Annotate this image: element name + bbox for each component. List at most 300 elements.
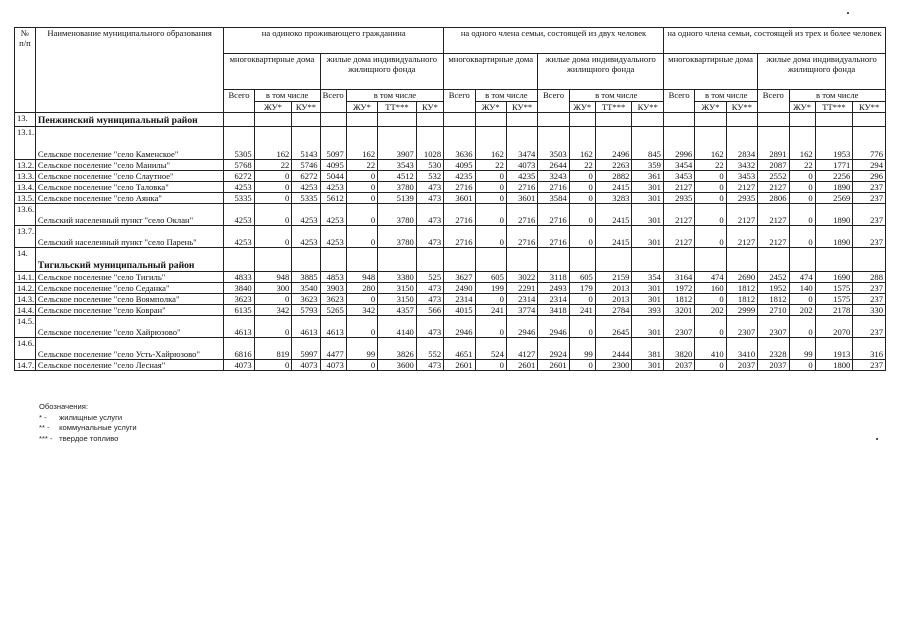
value-cell: 3774 xyxy=(506,305,537,316)
value-cell: 3780 xyxy=(378,204,417,226)
value-cell: 3623 xyxy=(224,294,254,305)
legend-title: Обозначения: xyxy=(39,402,88,411)
value-cell: 2891 xyxy=(758,127,789,160)
settlement-name: Сельское поселение "село Ковран" xyxy=(35,305,223,316)
header-ku: КУ** xyxy=(292,102,320,113)
row-number: 13.2. xyxy=(15,160,36,171)
row-number: 14. xyxy=(15,248,36,272)
value-cell: 2037 xyxy=(758,360,789,371)
table-row xyxy=(15,272,886,283)
value-cell: 2946 xyxy=(444,316,475,338)
value-cell: 99 xyxy=(789,338,815,360)
value-cell: 3410 xyxy=(726,338,757,360)
value-cell: 2601 xyxy=(506,360,537,371)
value-cell: 4235 xyxy=(444,171,475,182)
value-cell: 3584 xyxy=(538,193,569,204)
value-cell: 5997 xyxy=(292,338,320,360)
value-cell: 1690 xyxy=(815,272,853,283)
header-zhu: ЖУ* xyxy=(346,102,377,113)
value-cell: 301 xyxy=(632,316,663,338)
value-cell: 0 xyxy=(475,193,506,204)
row-number: 13.3. xyxy=(15,171,36,182)
value-cell xyxy=(815,248,853,272)
value-cell xyxy=(416,113,443,127)
value-cell: 2999 xyxy=(726,305,757,316)
value-cell: 2178 xyxy=(815,305,853,316)
value-cell: 4651 xyxy=(444,338,475,360)
value-cell xyxy=(506,113,537,127)
value-cell: 0 xyxy=(695,316,726,338)
value-cell: 0 xyxy=(789,193,815,204)
district-row xyxy=(15,113,886,127)
value-cell: 2882 xyxy=(595,171,632,182)
value-cell: 1575 xyxy=(815,294,853,305)
value-cell: 0 xyxy=(789,204,815,226)
legend-text: коммунальные услуги xyxy=(59,423,137,432)
value-cell: 301 xyxy=(632,294,663,305)
value-cell: 2601 xyxy=(538,360,569,371)
legend-mark: * - xyxy=(39,412,47,422)
value-cell: 2314 xyxy=(538,294,569,305)
value-cell: 294 xyxy=(853,160,886,171)
value-cell: 2645 xyxy=(595,316,632,338)
value-cell: 1812 xyxy=(758,294,789,305)
value-cell: 845 xyxy=(632,127,663,160)
value-cell: 525 xyxy=(416,272,443,283)
value-cell: 0 xyxy=(346,182,377,193)
value-cell: 4253 xyxy=(292,182,320,193)
value-cell: 5335 xyxy=(224,193,254,204)
value-cell: 237 xyxy=(853,360,886,371)
value-cell: 5768 xyxy=(224,160,254,171)
value-cell: 776 xyxy=(853,127,886,160)
value-cell xyxy=(254,248,292,272)
value-cell: 4095 xyxy=(320,160,346,171)
legend-mark: ** - xyxy=(39,423,50,432)
value-cell xyxy=(569,248,595,272)
value-cell: 5335 xyxy=(292,193,320,204)
value-cell: 3885 xyxy=(292,272,320,283)
value-cell: 3150 xyxy=(378,283,417,294)
value-cell: 3543 xyxy=(378,160,417,171)
scan-speck xyxy=(876,438,878,440)
value-cell xyxy=(695,248,726,272)
value-cell: 3474 xyxy=(506,127,537,160)
value-cell: 0 xyxy=(254,171,292,182)
value-cell: 2159 xyxy=(595,272,632,283)
value-cell: 2256 xyxy=(815,171,853,182)
value-cell: 3623 xyxy=(320,294,346,305)
header-tt: ТТ*** xyxy=(595,102,632,113)
value-cell xyxy=(444,248,475,272)
value-cell: 1800 xyxy=(815,360,853,371)
value-cell: 948 xyxy=(254,272,292,283)
value-cell: 1771 xyxy=(815,160,853,171)
value-cell: 3454 xyxy=(663,160,694,171)
value-cell: 4853 xyxy=(320,272,346,283)
header-number: № п/п xyxy=(15,28,36,113)
value-cell xyxy=(663,248,694,272)
value-cell: 280 xyxy=(346,283,377,294)
value-cell: 474 xyxy=(789,272,815,283)
value-cell: 4253 xyxy=(320,182,346,193)
value-cell: 162 xyxy=(789,127,815,160)
value-cell: 2806 xyxy=(758,193,789,204)
header-total: Всего xyxy=(320,90,346,113)
value-cell xyxy=(506,248,537,272)
settlement-name: Сельское поселение "село Воямполка" xyxy=(35,294,223,305)
value-cell: 2013 xyxy=(595,294,632,305)
value-cell: 2716 xyxy=(538,226,569,248)
value-cell: 0 xyxy=(789,226,815,248)
header-incl: в том числе xyxy=(695,90,758,102)
value-cell: 2307 xyxy=(758,316,789,338)
value-cell: 2037 xyxy=(663,360,694,371)
value-cell: 1913 xyxy=(815,338,853,360)
value-cell: 3601 xyxy=(444,193,475,204)
value-cell: 5305 xyxy=(224,127,254,160)
value-cell: 566 xyxy=(416,305,443,316)
value-cell: 2415 xyxy=(595,204,632,226)
value-cell: 2314 xyxy=(444,294,475,305)
value-cell: 0 xyxy=(475,226,506,248)
settlement-name: Сельское поселение "село Седанка" xyxy=(35,283,223,294)
header-ku-single: КУ* xyxy=(416,102,443,113)
value-cell: 2013 xyxy=(595,283,632,294)
header-zhu: ЖУ* xyxy=(569,102,595,113)
district-name xyxy=(35,113,223,127)
value-cell: 4073 xyxy=(506,160,537,171)
value-cell xyxy=(789,248,815,272)
value-cell: 410 xyxy=(695,338,726,360)
value-cell: 301 xyxy=(632,204,663,226)
value-cell: 2834 xyxy=(726,127,757,160)
value-cell xyxy=(254,113,292,127)
value-cell: 2552 xyxy=(758,171,789,182)
value-cell: 473 xyxy=(416,360,443,371)
value-cell: 5265 xyxy=(320,305,346,316)
value-cell: 3903 xyxy=(320,283,346,294)
value-cell: 0 xyxy=(346,360,377,371)
value-cell: 4253 xyxy=(292,204,320,226)
value-cell: 1890 xyxy=(815,182,853,193)
table-row xyxy=(15,338,886,360)
value-cell: 2716 xyxy=(538,182,569,193)
value-cell: 2601 xyxy=(444,360,475,371)
value-cell: 3453 xyxy=(663,171,694,182)
value-cell: 5044 xyxy=(320,171,346,182)
value-cell: 1890 xyxy=(815,204,853,226)
header-ku: КУ** xyxy=(853,102,886,113)
value-cell: 4477 xyxy=(320,338,346,360)
value-cell: 99 xyxy=(346,338,377,360)
tariff-table xyxy=(14,27,886,371)
value-cell: 2716 xyxy=(444,226,475,248)
value-cell: 3150 xyxy=(378,294,417,305)
value-cell xyxy=(663,113,694,127)
district-heading: Пенжинский муниципальный район xyxy=(37,115,198,126)
scan-speck xyxy=(847,12,849,14)
value-cell xyxy=(224,248,254,272)
value-cell: 22 xyxy=(254,160,292,171)
value-cell: 0 xyxy=(695,204,726,226)
value-cell: 22 xyxy=(789,160,815,171)
value-cell xyxy=(789,113,815,127)
value-cell: 4073 xyxy=(320,360,346,371)
value-cell: 6272 xyxy=(292,171,320,182)
value-cell: 2127 xyxy=(726,204,757,226)
value-cell: 237 xyxy=(853,193,886,204)
value-cell: 4357 xyxy=(378,305,417,316)
value-cell: 0 xyxy=(254,294,292,305)
value-cell xyxy=(378,113,417,127)
value-cell: 162 xyxy=(475,127,506,160)
table-row xyxy=(15,193,886,204)
header-group-three: на одного члена семьи, состоящей из трех и более человек xyxy=(663,28,885,54)
value-cell: 2716 xyxy=(444,182,475,193)
value-cell: 0 xyxy=(254,226,292,248)
value-cell: 6272 xyxy=(224,171,254,182)
value-cell xyxy=(595,248,632,272)
value-cell: 0 xyxy=(695,182,726,193)
value-cell: 0 xyxy=(254,182,292,193)
header-ku: КУ** xyxy=(726,102,757,113)
value-cell: 4095 xyxy=(444,160,475,171)
value-cell: 359 xyxy=(632,160,663,171)
header-zhu: ЖУ* xyxy=(695,102,726,113)
value-cell: 2569 xyxy=(815,193,853,204)
value-cell: 2444 xyxy=(595,338,632,360)
settlement-name: Сельское поселение "село Лесная" xyxy=(35,360,223,371)
header-total: Всего xyxy=(538,90,569,113)
row-number: 13.1. xyxy=(15,127,36,160)
row-number: 13.5. xyxy=(15,193,36,204)
row-number: 14.3. xyxy=(15,294,36,305)
value-cell: 6816 xyxy=(224,338,254,360)
value-cell: 202 xyxy=(789,305,815,316)
settlement-name: Сельское поселение "село Аянка" xyxy=(35,193,223,204)
value-cell: 1812 xyxy=(726,283,757,294)
value-cell xyxy=(632,113,663,127)
legend-text: жилищные услуги xyxy=(59,412,123,422)
row-number: 14.4. xyxy=(15,305,36,316)
value-cell: 473 xyxy=(416,294,443,305)
value-cell: 3820 xyxy=(663,338,694,360)
value-cell: 237 xyxy=(853,182,886,193)
value-cell: 4253 xyxy=(292,226,320,248)
value-cell: 0 xyxy=(254,204,292,226)
row-number: 13.7. xyxy=(15,226,36,248)
settlement-name: Сельское поселение "село Каменское" xyxy=(35,127,223,160)
header-individual-3: жилые дома индивидуального жилищного фонда xyxy=(758,54,886,90)
value-cell: 1812 xyxy=(663,294,694,305)
value-cell xyxy=(595,113,632,127)
header-individual-2: жилые дома индивидуального жилищного фонда xyxy=(538,54,664,90)
value-cell: 2946 xyxy=(538,316,569,338)
value-cell: 237 xyxy=(853,204,886,226)
value-cell: 1953 xyxy=(815,127,853,160)
value-cell xyxy=(320,248,346,272)
value-cell: 4253 xyxy=(224,204,254,226)
value-cell: 2716 xyxy=(444,204,475,226)
value-cell: 0 xyxy=(475,360,506,371)
value-cell: 0 xyxy=(254,316,292,338)
value-cell: 948 xyxy=(346,272,377,283)
value-cell: 3283 xyxy=(595,193,632,204)
value-cell: 532 xyxy=(416,171,443,182)
legend-text: твердое топливо xyxy=(59,433,119,443)
value-cell: 0 xyxy=(346,316,377,338)
value-cell: 3201 xyxy=(663,305,694,316)
value-cell: 301 xyxy=(632,283,663,294)
header-total: Всего xyxy=(663,90,694,113)
value-cell: 301 xyxy=(632,226,663,248)
value-cell: 2690 xyxy=(726,272,757,283)
value-cell: 2716 xyxy=(506,182,537,193)
value-cell: 473 xyxy=(416,283,443,294)
value-cell: 2996 xyxy=(663,127,694,160)
table-row xyxy=(15,171,886,182)
value-cell: 162 xyxy=(569,127,595,160)
value-cell: 3380 xyxy=(378,272,417,283)
header-individual-1: жилые дома индивидуального жилищного фонда xyxy=(320,54,444,90)
value-cell xyxy=(853,248,886,272)
value-cell: 3540 xyxy=(292,283,320,294)
value-cell: 2644 xyxy=(538,160,569,171)
value-cell: 2490 xyxy=(444,283,475,294)
value-cell: 2070 xyxy=(815,316,853,338)
value-cell: 342 xyxy=(254,305,292,316)
value-cell: 316 xyxy=(853,338,886,360)
value-cell: 4253 xyxy=(320,204,346,226)
value-cell: 5139 xyxy=(378,193,417,204)
value-cell: 2127 xyxy=(663,204,694,226)
value-cell: 3601 xyxy=(506,193,537,204)
value-cell xyxy=(726,248,757,272)
table-row xyxy=(15,283,886,294)
value-cell: 0 xyxy=(569,193,595,204)
row-number: 13.4. xyxy=(15,182,36,193)
value-cell: 301 xyxy=(632,182,663,193)
value-cell: 0 xyxy=(695,294,726,305)
row-number: 13. xyxy=(15,113,36,127)
value-cell: 4073 xyxy=(292,360,320,371)
value-cell: 3600 xyxy=(378,360,417,371)
value-cell: 237 xyxy=(853,316,886,338)
value-cell: 179 xyxy=(569,283,595,294)
value-cell: 0 xyxy=(475,171,506,182)
value-cell: 0 xyxy=(254,193,292,204)
value-cell: 3503 xyxy=(538,127,569,160)
value-cell: 3780 xyxy=(378,226,417,248)
header-incl: в том числе xyxy=(569,90,663,102)
value-cell: 2493 xyxy=(538,283,569,294)
settlement-name: Сельский населенный пункт "село Оклан" xyxy=(35,204,223,226)
table-row xyxy=(15,360,886,371)
district-row xyxy=(15,248,886,272)
value-cell: 0 xyxy=(475,204,506,226)
value-cell xyxy=(853,113,886,127)
header-tt: ТТ*** xyxy=(378,102,417,113)
value-cell: 202 xyxy=(695,305,726,316)
value-cell: 1890 xyxy=(815,226,853,248)
value-cell: 6135 xyxy=(224,305,254,316)
table-row xyxy=(15,226,886,248)
value-cell: 605 xyxy=(475,272,506,283)
settlement-name: Сельское поселение "село Манилы" xyxy=(35,160,223,171)
value-cell: 3840 xyxy=(224,283,254,294)
value-cell: 342 xyxy=(346,305,377,316)
value-cell: 4073 xyxy=(224,360,254,371)
value-cell: 4613 xyxy=(224,316,254,338)
value-cell: 2716 xyxy=(506,226,537,248)
header-group-single: на одиноко проживающего гражданина xyxy=(224,28,444,54)
value-cell xyxy=(538,248,569,272)
value-cell: 162 xyxy=(695,127,726,160)
row-number: 14.2. xyxy=(15,283,36,294)
settlement-name: Сельский населенный пункт "село Парень" xyxy=(35,226,223,248)
header-incl: в том числе xyxy=(346,90,443,102)
value-cell: 3118 xyxy=(538,272,569,283)
value-cell: 237 xyxy=(853,294,886,305)
value-cell: 3826 xyxy=(378,338,417,360)
value-cell xyxy=(416,248,443,272)
value-cell: 361 xyxy=(632,171,663,182)
value-cell: 4235 xyxy=(506,171,537,182)
header-total: Всего xyxy=(758,90,789,113)
value-cell: 330 xyxy=(853,305,886,316)
value-cell: 473 xyxy=(416,193,443,204)
value-cell: 0 xyxy=(475,294,506,305)
value-cell: 605 xyxy=(569,272,595,283)
value-cell: 381 xyxy=(632,338,663,360)
value-cell xyxy=(569,113,595,127)
value-cell: 22 xyxy=(695,160,726,171)
value-cell: 3418 xyxy=(538,305,569,316)
value-cell: 2716 xyxy=(506,204,537,226)
value-cell: 1812 xyxy=(726,294,757,305)
value-cell: 2127 xyxy=(758,204,789,226)
row-number: 14.1. xyxy=(15,272,36,283)
value-cell: 301 xyxy=(632,193,663,204)
header-name: Наименование муниципального образования xyxy=(35,28,223,113)
table-row xyxy=(15,182,886,193)
value-cell: 0 xyxy=(569,171,595,182)
value-cell: 162 xyxy=(254,127,292,160)
value-cell xyxy=(726,113,757,127)
value-cell: 2087 xyxy=(758,160,789,171)
value-cell: 5746 xyxy=(292,160,320,171)
settlement-name: Сельское поселение "село Тигиль" xyxy=(35,272,223,283)
value-cell: 5143 xyxy=(292,127,320,160)
header-tt: ТТ*** xyxy=(815,102,853,113)
header-apartment-2: многоквартирные дома xyxy=(444,54,538,90)
value-cell: 0 xyxy=(695,171,726,182)
value-cell: 3453 xyxy=(726,171,757,182)
value-cell: 3164 xyxy=(663,272,694,283)
value-cell: 2710 xyxy=(758,305,789,316)
value-cell: 2127 xyxy=(758,226,789,248)
row-number: 14.6. xyxy=(15,338,36,360)
value-cell: 3907 xyxy=(378,127,417,160)
value-cell xyxy=(444,113,475,127)
legend xyxy=(39,402,137,444)
value-cell: 354 xyxy=(632,272,663,283)
value-cell: 2127 xyxy=(726,182,757,193)
table-row xyxy=(15,127,886,160)
value-cell: 0 xyxy=(789,182,815,193)
value-cell: 5793 xyxy=(292,305,320,316)
